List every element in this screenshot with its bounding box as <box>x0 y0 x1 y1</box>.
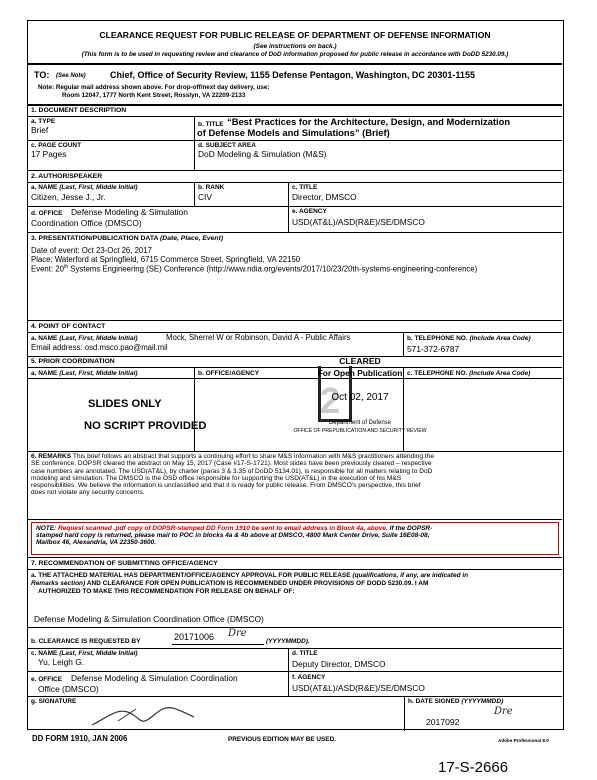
date-signed-initials: Dre <box>494 706 513 717</box>
poc-email-field[interactable]: Email address: osd.msco.pao@mail.mil <box>31 343 168 352</box>
divider <box>28 232 562 233</box>
to-address: Chief, Office of Security Review, 1155 Defense Pentagon, Washington, DC 20301-1155 <box>110 70 475 80</box>
clearance-request-form <box>27 20 564 730</box>
coord-office-label: b. OFFICE/AGENCY <box>198 370 260 377</box>
recommender-office-label: e. OFFICE <box>31 676 63 683</box>
clearance-requested-initials: Dre <box>228 628 247 639</box>
remarks-block[interactable]: 6. REMARKS This brief follows an abstract that supports a continuing effort to share M&S information with M&S practitioners attending the SE conference. DOPSR cleared the abstract on May 15, 2017 (Case #17-S-1721). Most slides have been previously cleared – respective case numbers are annotated. The USD(AT&L), by charter (paras 3 & 3.35 of DoDD 5134.01), is responsible for all matters relating to DoD modeling and simulation. The DMSCO is the OSD office responsible for supporting the USD(AT&L) in the execution of his M&S responsibilities. We believe the information is unclassified and that it is ready for public release. From DMSCO's perspective, this brief does not violate any security concerns. <box>31 453 435 497</box>
to-note-line1: Note: Regular mail address shown above. For drop-off/next day delivery, use: <box>38 84 270 91</box>
divider <box>194 182 195 206</box>
previous-edition-note: PREVIOUS EDITION MAY BE USED. <box>228 736 336 743</box>
divider <box>28 569 562 570</box>
recommender-office-line2[interactable]: Office (DMSCO) <box>38 684 99 694</box>
signature-label: g. SIGNATURE <box>31 698 77 705</box>
clearance-requested-label: b. CLEARANCE IS REQUESTED BY <box>31 638 141 645</box>
form-usage-note: (This form is to be used in requesting review and clearance of DoD information proposed for public release in accordance with DoDD 5230.09.) <box>81 51 509 58</box>
divider <box>28 104 562 106</box>
recommender-name-label: c. NAME <box>31 650 58 657</box>
poc-phone-label-note: (Include Area Code) <box>469 335 531 342</box>
divider <box>28 648 562 649</box>
divider <box>288 648 289 696</box>
author-title-label: c. TITLE <box>292 184 318 191</box>
office-field-line1[interactable]: Defense Modeling & Simulation <box>71 207 188 217</box>
doc-title-line1[interactable]: “Best Practices for the Architecture, Design, and Modernization <box>227 116 511 127</box>
divider <box>28 182 562 183</box>
note-text: NOTE: Request scanned .pdf copy of DOPSR-stamped DD Form 1910 be sent to email address in Block 4a, above. If the DOPSR- stamped hard copy is returned, please mail to POC in blocks 4a & 4b above at DMSCO, 4800 Mark Center Drive, Suite 16E08-08, Mailbox 46, Alexandria, VA 22350-3600. <box>36 525 433 547</box>
date-underline <box>172 644 264 645</box>
stamp-date: Oct 02, 2017 <box>331 392 389 403</box>
divider <box>404 696 405 731</box>
recommender-agency-field[interactable]: USD(AT&L)/ASD(R&E)/SE/DMSCO <box>292 683 425 693</box>
case-number: 17-S-2666 <box>438 759 509 776</box>
divider <box>28 140 562 141</box>
form-id: DD FORM 1910, JAN 2006 <box>32 734 128 743</box>
divider <box>28 451 562 452</box>
office-label: d. OFFICE <box>31 210 63 217</box>
presentation-event[interactable]: Event: 20th Systems Engineering (SE) Conference (http://www.ndia.org/events/2017/10/23/20th-systems-engineering-conference) <box>31 264 478 274</box>
presentation-place[interactable]: Place: Waterford at Springfield, 6715 Commerce Street, Springfield, VA 22150 <box>31 255 301 264</box>
poc-name-label: a. NAME <box>31 335 58 342</box>
section2-heading: 2. AUTHOR/SPEAKER <box>31 173 103 180</box>
adobe-version: Adobe Professional 8.0 <box>498 738 549 743</box>
divider <box>288 182 289 232</box>
recommender-title-field[interactable]: Deputy Director, DMSCO <box>292 659 386 669</box>
poc-phone-label: b. TELEPHONE NO. <box>407 335 468 342</box>
divider <box>28 671 562 672</box>
to-label: TO: <box>34 70 50 80</box>
no-script-note: NO SCRIPT PROVIDED <box>84 420 207 432</box>
section4-heading: 4. POINT OF CONTACT <box>31 323 106 330</box>
subject-area-label: d. SUBJECT AREA <box>198 142 256 149</box>
divider <box>28 320 562 321</box>
section7-heading: 7. RECOMMENDATION OF SUBMITTING OFFICE/AGENCY <box>31 560 218 567</box>
author-title-field[interactable]: Director, DMSCO <box>292 192 357 202</box>
section5-heading: 5. PRIOR COORDINATION <box>31 358 115 365</box>
presentation-date[interactable]: Date of event: Oct 23-Oct 26, 2017 <box>31 246 152 255</box>
stamp-for-open-publication: For Open Publication <box>317 368 403 378</box>
coord-phone-label: c. TELEPHONE NO. <box>407 370 468 377</box>
office-field-line2[interactable]: Coordination Office (DMSCO) <box>31 218 142 228</box>
author-name-field[interactable]: Citizen, Jesse J., Jr. <box>31 192 106 202</box>
coord-name-label: a. NAME <box>31 370 58 377</box>
doc-title-label: b. TITLE <box>198 121 224 128</box>
doc-type-field[interactable]: Brief <box>31 125 49 135</box>
rank-field[interactable]: CIV <box>198 192 212 202</box>
note-box <box>28 519 562 558</box>
stamp-department: Department of Defense <box>328 420 392 426</box>
doc-type-label: a. TYPE <box>31 118 56 125</box>
recommender-name-label-note: (Last, First, Middle Initial) <box>59 650 138 657</box>
on-behalf-of-field[interactable]: Defense Modeling & Simulation Coordination Office (DMSCO) <box>34 614 264 624</box>
to-label-note: (See Note) <box>56 73 86 79</box>
clearance-requested-date[interactable]: 20171006 <box>174 632 215 642</box>
poc-name-label-note: (Last, First, Middle Initial) <box>59 335 138 342</box>
divider <box>194 367 195 451</box>
divider <box>28 696 562 697</box>
author-name-label: a. NAME <box>31 184 58 191</box>
divider <box>28 170 562 171</box>
date-signed-label-note: (YYYYMMDD) <box>461 698 504 705</box>
divider <box>194 116 195 170</box>
date-signed-label: h. DATE SIGNED <box>408 698 460 705</box>
slides-only-note: SLIDES ONLY <box>88 398 162 410</box>
clearance-requested-format: (YYYYMMDD). <box>266 638 310 645</box>
stamp-cleared: CLEARED <box>339 356 381 366</box>
recommender-agency-label: f. AGENCY <box>292 674 326 681</box>
to-note-line2: Room 12047, 1777 North Kent Street, Rosslyn, VA 22209-2133 <box>62 92 246 99</box>
section3-heading: 3. PRESENTATION/PUBLICATION DATA <box>31 235 159 242</box>
coord-phone-label-note: (Include Area Code) <box>469 370 531 377</box>
form-title: CLEARANCE REQUEST FOR PUBLIC RELEASE OF DEPARTMENT OF DEFENSE INFORMATION <box>99 30 491 40</box>
note-red-text: Request scanned .pdf copy of DOPSR-stamped DD Form 1910 be sent to email address in Block 4a, above. <box>58 525 388 532</box>
page-count-field[interactable]: 17 Pages <box>31 149 67 159</box>
agency-label: e. AGENCY <box>292 208 327 215</box>
clearance-stamp <box>280 346 440 446</box>
author-name-label-note: (Last, First, Middle Initial) <box>59 184 138 191</box>
coord-name-label-note: (Last, First, Middle Initial) <box>59 370 138 377</box>
recommender-title-label: d. TITLE <box>292 650 318 657</box>
poc-name-field[interactable]: Mock, Sherrel W or Robinson, David A - Public Affairs <box>166 333 351 342</box>
recommendation-statement: a. THE ATTACHED MATERIAL HAS DEPARTMENT/OFFICE/AGENCY APPROVAL FOR PUBLIC RELEASE (qualifications, if any, are indicated in Remarks section) AND CLEARANCE FOR OPEN PUBLICATION IS RECOMMENDED UNDER PROVISIONS OF DODD 5230.09. I AM AUTHORIZED TO MAKE THIS RECOMMENDATION FOR RELEASE ON BEHALF OF: <box>31 572 469 596</box>
remarks-heading: 6. REMARKS <box>31 453 72 460</box>
divider <box>28 63 562 65</box>
page-count-label: c. PAGE COUNT <box>31 142 82 149</box>
recommender-office-line1[interactable]: Defense Modeling & Simulation Coordination <box>71 673 238 683</box>
form-subtitle: (See instructions on back.) <box>253 43 337 50</box>
agency-field[interactable]: USD(AT&L)/ASD(R&E)/SE/DMSCO <box>292 217 425 227</box>
recommender-name-field[interactable]: Yu, Leigh G. <box>38 657 85 667</box>
signature-scribble[interactable] <box>88 701 198 731</box>
date-signed-field[interactable]: 2017092 <box>426 717 460 727</box>
poc-phone-field[interactable]: 571-372-6787 <box>407 344 460 354</box>
stamp-office: OFFICE OF PREPUBLICATION AND SECURITY REVIEW <box>293 428 427 434</box>
stamp-watermark: 2 <box>320 380 341 421</box>
subject-area-field[interactable]: DoD Modeling & Simulation (M&S) <box>198 149 327 159</box>
rank-label: b. RANK <box>198 184 225 191</box>
doc-title-line2[interactable]: of Defense Models and Simulations” (Brief) <box>197 127 390 138</box>
section1-heading: 1. DOCUMENT DESCRIPTION <box>31 107 127 114</box>
divider <box>28 627 562 628</box>
section3-heading-note: (Date, Place, Event) <box>160 235 224 242</box>
